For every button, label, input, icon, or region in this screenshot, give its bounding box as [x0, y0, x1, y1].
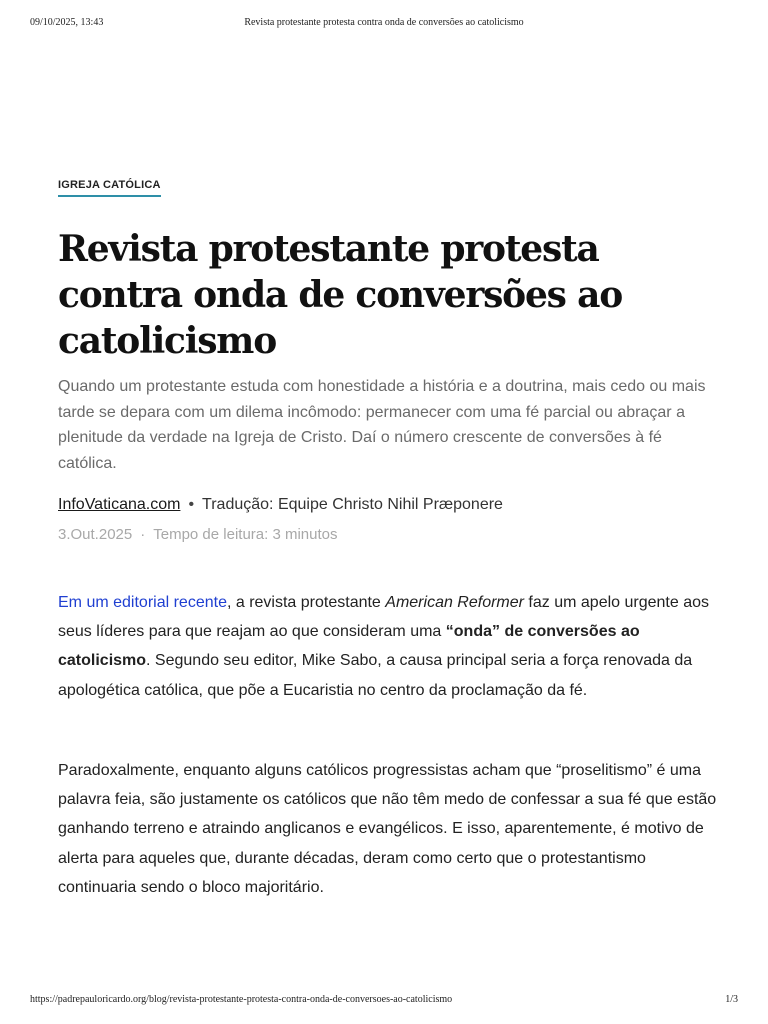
- publication-name: American Reformer: [385, 594, 524, 611]
- page-number: 1/3: [725, 994, 738, 1005]
- publish-date: 3.Out.2025: [58, 526, 133, 543]
- paragraph-text: . Segundo seu editor, Mike Sabo, a causa principal seria a força renovada da apologética católica, que põe a Eucaristia no centro da proclamação da fé.: [58, 652, 693, 699]
- article-headline: Revista protestante protesta contra onda de conversões ao catolicismo: [58, 228, 623, 362]
- print-page-title: Revista protestante protesta contra onda de conversões ao catolicismo: [244, 17, 524, 28]
- byline: [58, 496, 503, 514]
- byline-separator: •: [188, 496, 195, 513]
- paragraph-text: , a revista protestante: [226, 594, 386, 611]
- print-footer: [0, 994, 768, 1008]
- body-paragraph-2: Paradoxalmente, enquanto alguns católicos progressistas acham que “proselitismo” é uma palavra feia, são justamente os católicos que não têm medo de confessar a sua fé que estão ganhando terreno e atraindo anglicanos e evangélicos. E isso, aparentemente, é motivo de alerta para aqueles que, durante décadas, deram como certo que o protestantismo continuaria sendo o bloco majoritário.: [58, 762, 717, 896]
- translation-credit: Tradução: Equipe Christo Nihil Præponere: [202, 496, 503, 513]
- print-datetime: 09/10/2025, 13:43: [30, 17, 104, 28]
- meta-separator: ·: [140, 526, 146, 543]
- source-link[interactable]: InfoVaticana.com: [58, 496, 181, 513]
- reading-time: Tempo de leitura: 3 minutos: [153, 526, 338, 543]
- paragraph-text: faz um apelo urgente aos seus líderes para que reajam ao que consideram uma: [58, 594, 709, 641]
- article-lead: Quando um protestante estuda com honestidade a história e a doutrina, mais cedo ou mais tarde se depara com um dilema incômodo: permanecer com uma fé parcial ou abraçar a plenitude da verdade na Igreja de Cristo. Daí o número crescente de conversões à fé católica.: [58, 378, 706, 473]
- emphasis-text: “onda” de conversões ao catolicismo: [58, 623, 640, 670]
- print-header: [0, 17, 768, 31]
- body-paragraph-1: [58, 588, 718, 705]
- article-meta: [58, 526, 338, 543]
- editorial-link[interactable]: Em um editorial recente: [58, 594, 227, 611]
- print-url: https://padrepauloricardo.org/blog/revista-protestante-protesta-contra-onda-de-conversoes-ao-catolicismo: [30, 994, 453, 1005]
- category-link[interactable]: IGREJA CATÓLICA: [58, 179, 161, 197]
